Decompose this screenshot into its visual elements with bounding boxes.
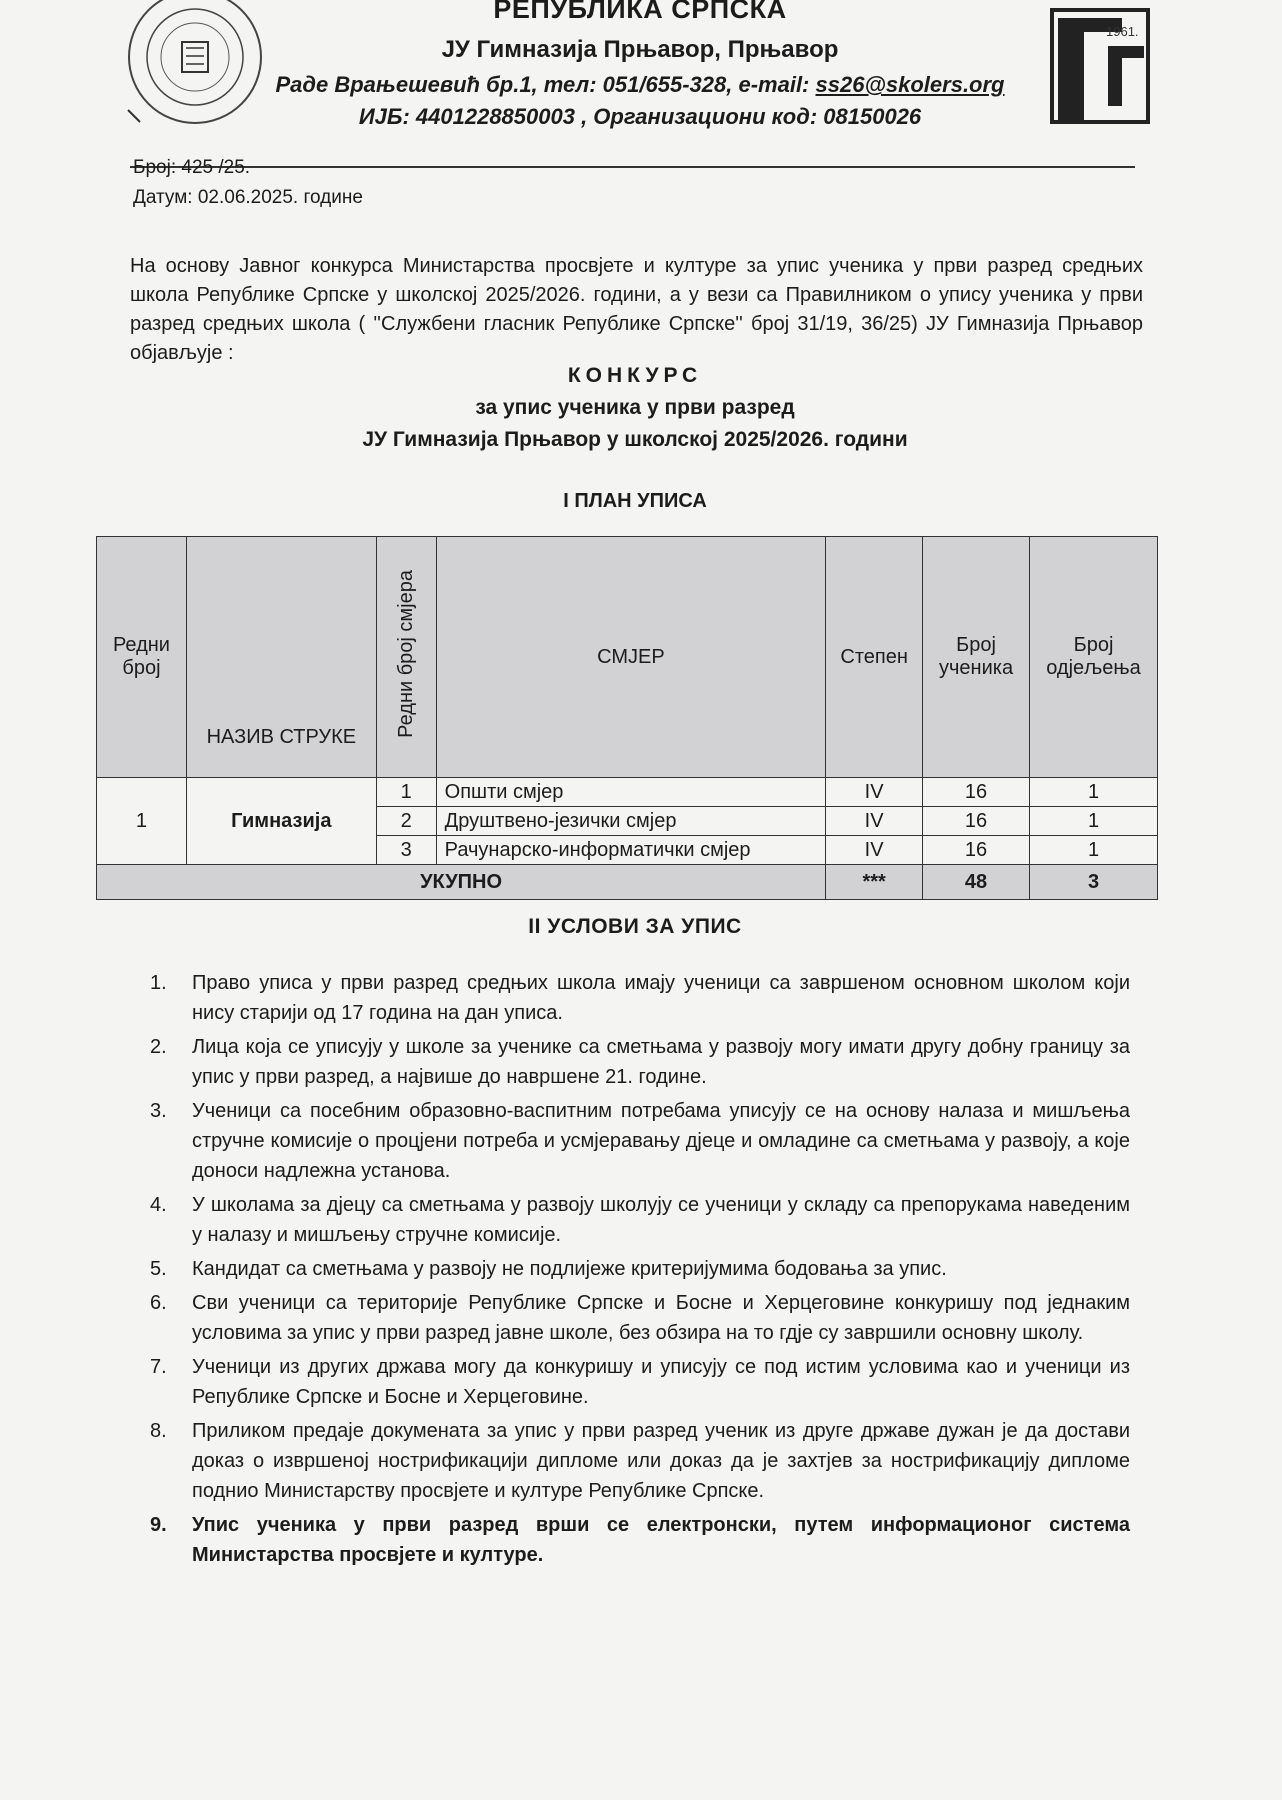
header-broj-odjeljenja: Број одјељења (1030, 537, 1158, 778)
header-naziv-struke: НАЗИВ СТРУКЕ (186, 537, 376, 778)
row-smjer: Општи смјер (436, 778, 826, 807)
group-name: Гимназија (186, 778, 376, 865)
row-stepen: IV (826, 836, 923, 865)
group-number: 1 (97, 778, 187, 865)
row-smjer: Рачунарско-информатички смјер (436, 836, 826, 865)
row-number: 3 (376, 836, 436, 865)
intro-paragraph: На основу Јавног конкурса Министарства просвјете и културе за упис ученика у први разред средњих школа Републике Српске у школској 2025/2026. години, а у вези са Правилником о упису ученика у први разред средњих школа ( ''Службени гласник Републике Српске'' број 31/19, 36/25) ЈУ Гимназија Прњавор објављује : (130, 255, 1143, 364)
table-header-row (97, 537, 1158, 778)
row-ucenika: 16 (923, 807, 1030, 836)
list-item: 8. Приликом предаје докумената за упис у први разред ученик из друге државе дужан је да достави доказ о извршеној нострификацији дипломе или доказ да је захтјев за нострификацију дипломе поднио Министарству просвјете и културе Републике Српске. (150, 1420, 1130, 1502)
header-smjer: СМЈЕР (436, 537, 826, 778)
document-subtitle: за упис ученика у први разред (475, 396, 795, 419)
plan-heading: I ПЛАН УПИСА (563, 490, 707, 512)
total-ucenika: 48 (923, 865, 1030, 900)
total-label: УКУПНО (97, 865, 826, 900)
header-redni-broj-smjera: Редни број смјера (376, 537, 436, 778)
logo-year: 1961. (1106, 24, 1139, 39)
document-title: КОНКУРС (567, 364, 703, 387)
header-school-name: ЈУ Гимназија Прњавор, Прњавор (441, 36, 839, 63)
header-divider (130, 166, 1135, 168)
row-ucenika: 16 (923, 778, 1030, 807)
header-redni-broj: Редни број (97, 537, 187, 778)
total-stepen: *** (826, 865, 923, 900)
list-item: 5. Кандидат са сметњама у развоју не подлијеже критеријумима бодовања за упис. (150, 1258, 947, 1280)
header-email-link[interactable]: ss26@skolers.org (815, 72, 1005, 97)
row-smjer: Друштвено-језички смјер (436, 807, 826, 836)
row-odjeljenja: 1 (1030, 807, 1158, 836)
document-subtitle-school: ЈУ Гимназија Прњавор у школској 2025/2026. години (362, 428, 908, 451)
total-odjeljenja: 3 (1030, 865, 1158, 900)
list-item: 9. Упис ученика у први разред врши се електронски, путем информационог система Министарства просвјете и културе. (150, 1514, 1130, 1566)
row-number: 2 (376, 807, 436, 836)
list-item: 6. Сви ученици са територије Републике Српске и Босне и Херцеговине конкуришу под једнаким условима за упис у први разред јавне школе, без обзира на то гдје су завршили основну школу. (150, 1292, 1130, 1344)
document-date: Датум: 02.06.2025. године (133, 187, 363, 208)
row-odjeljenja: 1 (1030, 778, 1158, 807)
header-stepen: Степен (826, 537, 923, 778)
conditions-heading: II УСЛОВИ ЗА УПИС (528, 915, 742, 938)
list-item: 7. Ученици из других држава могу да конкуришу и уписују се под истим условима као и ученици из Републике Српске и Босне и Херцеговине. (150, 1356, 1130, 1408)
enrollment-plan-table (96, 536, 1158, 900)
header-contact (240, 72, 1040, 98)
row-ucenika: 16 (923, 836, 1030, 865)
list-item: 1. Право уписа у први разред средњих школа имају ученици са завршеном основном школом који нису старији од 17 година на дан уписа. (150, 972, 1130, 1024)
row-odjeljenja: 1 (1030, 836, 1158, 865)
list-item: 4. У школама за дјецу са сметњама у развоју школују се ученици у складу са препорукама наведеним у налазу и мишљењу стручне комисије. (150, 1194, 1130, 1246)
table-total-row (97, 865, 1158, 900)
header-address: Раде Врањешевић бр.1, тел: 051/655-328, e-mail: (275, 72, 816, 97)
row-stepen: IV (826, 778, 923, 807)
row-stepen: IV (826, 807, 923, 836)
list-item: 3. Ученици са посебним образовно-васпитним потребама уписују се на основу налаза и мишљења стручне комисије о процјени потреба и усмјеравању дјеце и омладине са сметњама у развоју, а које доноси надлежна установа. (150, 1100, 1130, 1182)
table-row (97, 778, 1158, 807)
row-number: 1 (376, 778, 436, 807)
conditions-list (150, 968, 1130, 1574)
header-broj-ucenika: Број ученика (923, 537, 1030, 778)
document-number: Број: 425 /25. (133, 157, 251, 178)
list-item: 2. Лица која се уписују у школе за ученике са сметњама у развоју могу имати другу добну границу за упис у први разред, а највише до навршене 21. године. (150, 1036, 1130, 1088)
header-republic: РЕПУБЛИКА СРПСКА (493, 0, 787, 24)
header-ids: ИЈБ: 4401228850003 , Организациони код: 08150026 (358, 104, 922, 129)
